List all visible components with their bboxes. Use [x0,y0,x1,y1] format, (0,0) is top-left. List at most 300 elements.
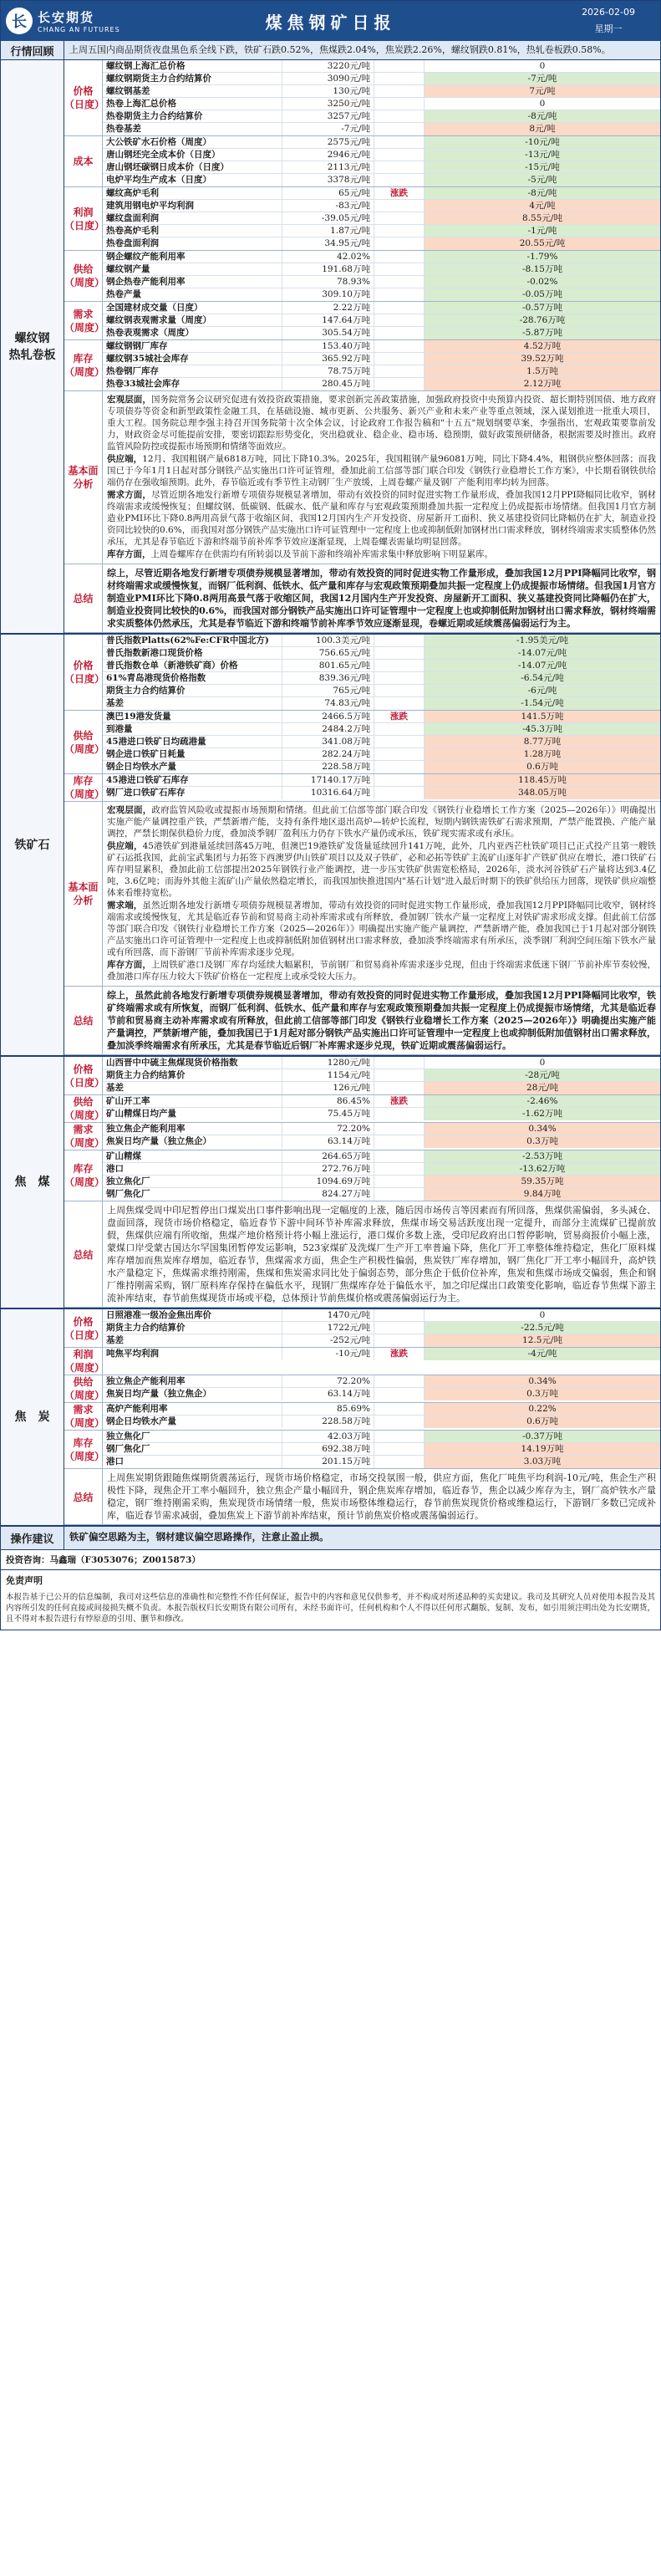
indicator-change: 4.52万吨 [425,340,660,352]
trend-label [374,748,425,760]
indicator-change: -45.3万吨 [425,723,660,735]
indicator-rows [103,774,660,801]
indicator-value: 801.65元/吨 [282,660,374,671]
report-date-box [582,4,635,38]
indicator-name: 唐山钢坯完全成本价（日度） [103,149,282,161]
trend-label [374,1069,425,1081]
indicator-rows [103,187,660,250]
analysis-paragraph: 宏观层面，国务院常务会议研究促进有效投资政策措施，要求创新完善政策措施，加强政府投资中央预算内投资、超长期特别国债、地方政府专项债券等资金和新型政策性金融工具，在基础设施、城市更新、公共服务、新兴产业和未来产业等重点领域，深入谋划推进一批重大项目，重大工程。国务院总理李强主持召开国务院第十次全体会议，讨论政府工作报告稿和"十五五"规划纲要草案，李强指出，宏观政策要靠前发力，财政资金尽可能提前安排，要密切跟踪形势变化，突出稳就业、稳企业、稳市场、稳预期，做好政策预研储备，根据需要及时推出。政府监管风险防控或提振市场预期和情绪等面效应。 [107,395,657,451]
table-row [103,1443,660,1456]
table-row [103,60,660,73]
indicator-rows [103,1309,660,1347]
indicator-group-label: 库存 （周度） [64,1431,103,1468]
indicator-value: 309.10万吨 [282,288,374,301]
indicator-name: 热卷基差 [103,123,282,135]
trend-label [374,85,425,97]
trend-label [374,60,425,72]
indicator-value: 3378元/吨 [282,174,374,186]
trend-label [374,161,425,173]
indicator-change: -5.87万吨 [425,327,660,339]
trend-label [374,110,425,122]
indicator-group [64,774,660,802]
indicator-group [64,711,660,774]
indicator-change: -28.76万吨 [425,314,660,326]
indicator-group-label: 库存 （周度） [64,340,103,390]
fundamental-analysis-text [103,802,660,986]
indicator-name: 热卷钢厂库存 [103,365,282,377]
indicator-value: 78.93% [282,276,374,288]
table-row [103,761,660,773]
indicator-name: 矿山精煤日均产量 [103,1108,282,1120]
trend-label [374,1123,425,1135]
table-row [103,110,660,123]
indicator-value: 17140.17万吨 [282,774,374,786]
table-row [103,174,660,186]
indicator-name: 螺纹钢期货主力合约结算价 [103,73,282,84]
trend-label [374,1309,425,1321]
indicator-rows [103,1348,660,1375]
indicator-name: 期货主力合约结算价 [103,1322,282,1334]
indicator-name: 山西晋中中硫主焦煤现货价格指数 [103,1057,282,1069]
table-row [103,353,660,365]
analyst-info: 投资咨询：马鑫瑞（F3053076；Z0015873） [1,1550,660,1570]
table-row [103,161,660,174]
indicator-value: 272.76万吨 [282,1163,374,1175]
indicator-change: -0.57万吨 [425,302,660,314]
indicator-name: 大公铁矿水石价格（周度） [103,136,282,148]
indicator-change: 0 [425,98,660,110]
table-row [103,1431,660,1443]
summary [64,987,660,1055]
table-row [103,635,660,647]
indicator-name: 矿山精煤 [103,1150,282,1162]
trend-label [374,697,425,710]
summary [64,1469,660,1525]
report-title: 煤焦钢矿日报 [265,12,396,33]
trend-label [374,1108,425,1120]
indicator-rows [103,1375,660,1402]
indicator-name: 钢厂进口铁矿石库存 [103,787,282,799]
indicator-change: 39.52万吨 [425,353,660,365]
trend-label [374,1456,425,1468]
indicator-change: 141.5万吨 [425,711,660,722]
indicator-group [64,635,660,711]
table-row [103,1416,660,1428]
indicator-change: -7元/吨 [425,73,660,84]
table-row [103,365,660,378]
indicator-value: 74.83元/吨 [282,697,374,710]
table-row [103,378,660,390]
indicator-change: -0.05万吨 [425,288,660,301]
trend-label [374,314,425,326]
table-row [103,1069,660,1082]
indicator-group-label: 价格 （日度） [64,635,103,710]
trend-label [374,149,425,161]
indicator-value: 365.92万吨 [282,353,374,365]
fundamental-analysis [64,391,660,564]
indicator-change: 0.3万吨 [425,1388,660,1400]
table-row [103,136,660,149]
table-row [103,1348,660,1360]
trend-label [374,736,425,747]
trend-label [374,212,425,224]
indicator-value: 1154元/吨 [282,1069,374,1081]
summary-label: 总结 [64,564,103,632]
indicator-name: 45港进口铁矿石库存 [103,774,282,786]
trend-label: 涨跌 [374,1095,425,1107]
indicator-change: 118.45万吨 [425,774,660,786]
indicator-change: -1元/吨 [425,225,660,237]
analysis-heading: 库存方面， [107,960,151,970]
trend-label [374,1163,425,1175]
indicator-name: 钢企热卷产能利用率 [103,276,282,288]
indicator-name: 独立焦化厂 [103,1176,282,1187]
section-1 [1,635,660,1057]
trend-label [374,288,425,301]
indicator-value: 85.69% [282,1403,374,1415]
trend-label [374,302,425,314]
trend-label [374,73,425,84]
fundamental-analysis-label: 基本面 分析 [64,391,103,564]
indicator-value: 34.95元/吨 [282,237,374,250]
indicator-rows [103,1403,660,1430]
indicator-value: 2113元/吨 [282,161,374,173]
table-row [103,748,660,761]
indicator-change: 14.19万吨 [425,1443,660,1455]
trend-label [374,1176,425,1187]
indicator-group-label: 供给 （周度） [64,1096,105,1121]
indicator-name: 期货主力合约结算价 [103,1069,282,1081]
indicator-name: 钢厂焦化厂 [103,1443,282,1455]
table-row [103,1188,660,1201]
indicator-group-label: 利润 （日度） [64,187,103,250]
indicator-change: -1.95美元/吨 [425,635,660,646]
indicator-change: -8元/吨 [425,187,660,199]
indicator-change: -6.54元/吨 [425,672,660,684]
indicator-group-label: 成本 [64,136,103,186]
indicator-value: 3250元/吨 [282,98,374,110]
indicator-value: 63.14万吨 [282,1388,374,1400]
indicator-name: 矿山开工率 [103,1095,282,1107]
table-row [103,302,660,314]
indicator-group-label: 需求 （周度） [64,1124,105,1149]
report-header [1,1,660,41]
indicator-rows [103,251,660,301]
indicator-value: 78.75万吨 [282,365,374,377]
indicator-change: 1.28万吨 [425,748,660,760]
indicator-name: 普氏指数Platts(62%Fe:CFR中国北方) [103,635,282,646]
indicator-change: -1.54元/吨 [425,697,660,710]
analysis-heading: 供应端， [107,454,143,464]
indicator-change: 3.03万吨 [425,1456,660,1468]
trend-label [374,1416,425,1428]
indicator-change: 0.6万吨 [425,761,660,773]
indicator-change: 0 [425,1309,660,1321]
trend-label [374,251,425,263]
indicator-change: -1.62万吨 [425,1108,660,1120]
indicator-value: 75.45万吨 [282,1108,374,1120]
table-row [103,1334,660,1347]
operation-advice [1,1527,660,1550]
analysis-heading: 宏观层面， [107,805,152,815]
trend-label [374,1057,425,1069]
indicator-group [64,1095,660,1123]
table-row [103,723,660,736]
trend-label [374,761,425,773]
indicator-name: 港口 [103,1163,282,1175]
indicator-change: 2.12万吨 [425,378,660,390]
indicator-value: 153.40万吨 [282,340,374,352]
fundamental-analysis-text [103,391,660,564]
indicator-name: 期货主力合约结算价 [103,685,282,696]
indicator-group-label: 供给 （周度） [64,251,103,301]
indicator-change: 0.34% [425,1123,660,1135]
disclaimer-title: 免责声明 [6,1575,43,1586]
indicator-group [64,1403,660,1431]
indicator-name: 独立焦企产能利用率 [103,1123,282,1135]
table-row [103,1322,660,1334]
trend-label [374,1403,425,1415]
indicator-value: 1.87元/吨 [282,225,374,237]
indicator-group-label: 价格 （日度） [64,1057,103,1094]
trend-label [374,660,425,671]
market-review-text: 上周五国内商品期货夜盘黑色系全线下跌，铁矿石跌0.52%，焦煤跌2.04%，焦炭跌2.26%，螺纹钢跌0.81%，热轧卷板跌0.58%。 [69,44,611,55]
table-row [103,1135,660,1148]
indicator-change: 12.5元/吨 [425,1334,660,1347]
indicator-name: 热卷产量 [103,288,282,301]
table-row [103,1163,660,1176]
indicator-change: 1.5万吨 [425,365,660,377]
indicator-value: 264.65万吨 [282,1150,374,1162]
fundamental-analysis-label: 基本面 分析 [64,802,103,986]
indicator-name: 日照港准一级冶金焦出库价 [103,1309,282,1321]
indicator-rows [103,1123,660,1150]
trend-label [374,353,425,365]
indicator-value: -39.05元/吨 [282,212,374,224]
indicator-name: 普氏指数仓单（新港铁矿商）价格 [103,660,282,671]
logo-mark-icon: 长 [6,8,33,34]
trend-label [374,1375,425,1387]
table-row [103,672,660,685]
indicator-change: 4元/吨 [425,200,660,212]
table-row [103,314,660,327]
indicator-value: 3257元/吨 [282,110,374,122]
trend-label [374,1431,425,1442]
trend-label [374,365,425,377]
analysis-paragraph: 需求方面，尽管近期各地发行新增专项债券规模显著增加，带动有效投资的同时促进实物工作量形成，叠加我国12月PPI降幅同比收窄，钢材终端需求或缓慢恢复；但螺纹钢、低碳钢、低碳水、低产量和库存与宏观政策预期叠加共振一定程度上仍成提振市场情绪。但我国1月官方制造业PMI环比下降0.8两用高景气落于收缩区间，我国12月国内生产开发投资、房屋新开工面积、狭义基建投资同比降幅仍在扩大，制造业投资同比较快的0.6%，而我国对部分钢铁产品实施出口许可证管理中一定程度上也或抑制低附加钢材出口需求释放，钢材终端需求实质整体仍然承压，尤其是春节临近下游和终端节前补库季节效应逐渐显现，上周卷螺表需量均明显回落。 [107,490,657,547]
indicator-value: -252元/吨 [282,1334,374,1347]
table-row [103,1375,660,1388]
indicator-name: 螺纹高炉毛利 [103,187,282,199]
indicator-rows [103,340,660,390]
indicator-change: 0.6万吨 [425,1416,660,1428]
indicator-change: 0.34% [425,1375,660,1387]
indicator-value: 191.68万吨 [282,263,374,275]
summary [64,564,660,633]
indicator-group [64,1150,660,1201]
indicator-value: 2575元/吨 [282,136,374,148]
indicator-value: 341.08万吨 [282,736,374,747]
indicator-name: 独立焦化厂 [103,1431,282,1442]
analysis-heading: 库存方面， [107,549,151,559]
indicator-name: 螺纹钢上海汇总价格 [103,60,282,72]
indicator-change: 348.05万吨 [425,787,660,799]
indicator-change: 0.3万吨 [425,1135,660,1148]
table-row [103,288,660,301]
summary-text: 综上，尽管近期各地发行新增专项债券规模显著增加，带动有效投资的同时促进实物工作量形成，叠加我国12月PPI降幅同比收窄，钢材终端需求或缓慢恢复，而钢厂低利润、低铁水、低产量和库存与宏观政策预期叠加共振一定程度上仍成提振市场情绪。但我国1月官方制造业PMI环比下降0.8两用高景气落于收缩区间，我国12月国内生产开发投资、房屋新开工面积、狭义基建投资同比降幅仍在扩大，制造业投资同比较快的0.6%，而我国对部分钢铁产品实施出口许可证管理中一定程度上也或抑制低附加钢材出口需求释放，钢材终端需求实质整体仍然承压，尤其是春节临近下游和终端节前补库季节效应逐渐显现，卷螺近期或延续震荡偏弱运行为主。 [107,568,656,629]
indicator-change: -13元/吨 [425,149,660,161]
indicator-change: -14.07元/吨 [425,660,660,671]
indicator-name: 建筑用钢电炉平均利润 [103,200,282,212]
indicator-value: 100.3美元/吨 [282,635,374,646]
trend-label [374,723,425,735]
trend-label [374,263,425,275]
indicator-rows [103,635,660,710]
indicator-group [64,1375,660,1403]
indicator-value: 765元/吨 [282,685,374,696]
trend-label [374,327,425,339]
table-row [103,1108,660,1120]
indicator-value: 1470元/吨 [282,1309,374,1321]
section-label: 焦 炭 [1,1309,64,1525]
trend-label [374,1188,425,1201]
indicator-group [64,1057,660,1095]
indicator-name: 热卷上海汇总价格 [103,98,282,110]
section-body [64,1309,660,1525]
trend-label [374,98,425,110]
summary-label: 总结 [64,987,103,1054]
table-row [103,225,660,237]
indicator-group [64,60,660,136]
indicator-rows [103,60,660,135]
indicator-group [64,340,660,391]
indicator-name: 螺纹钢钢厂库存 [103,340,282,352]
indicator-value: 692.38万吨 [282,1443,374,1455]
summary-label: 总结 [64,1469,103,1524]
indicator-value: 2484.2万吨 [282,723,374,735]
indicator-value: 3220元/吨 [282,60,374,72]
indicator-change: -10元/吨 [425,136,660,148]
indicator-rows [103,1095,660,1122]
trend-label [374,685,425,696]
analysis-paragraph: 供应端，45港铁矿到港量延续回落45万吨，但澳巴19港铁矿发货量延续回升141万吨，此外，几内亚西芒杜铁矿项目已正式投产且第一艘铁矿石运抵我国，此前宝武集团与力拓签下西澳罗伊山铁矿项目以及双子铁矿，必和必拓等铁矿主流矿山逐年扩产铁矿供应在增长，港口铁矿石库存明显累积，叠加此前工信部提出2025年钢铁行业产能调控，进一步压实铁矿供需宽松格局，2026年，淡水河谷铁矿石产量将达到3.4亿吨，3.6亿吨；而海外其他主流矿山产量依然稳定增长，而我国加快推进国内"基石计划"进入最后时期下的铁矿供给压力回落，现铁矿供应端整体来看维持宽松。 [107,841,657,898]
indicator-group-label: 利润 （周度） [64,1349,105,1374]
indicator-value: -10元/吨 [282,1348,374,1360]
indicator-name: 独立焦企产能利用率 [103,1375,282,1387]
trend-label [374,1388,425,1400]
analysis-paragraph: 库存方面，上周卷螺库存在供需均有所转弱以及节前下游和终端补库需求集中释放影响下明显累库。 [107,549,493,559]
trend-label: 涨跌 [374,187,425,199]
market-review-label: 行情回顾 [1,41,64,59]
indicator-name: 高炉产能利用率 [103,1403,282,1415]
indicator-name: 螺纹盘面利润 [103,212,282,224]
table-row [103,73,660,85]
indicator-change: 0.22% [425,1403,660,1415]
indicator-change: 20.55元/吨 [425,237,660,250]
table-row [103,1082,660,1094]
indicator-name: 螺纹钢产量 [103,263,282,275]
indicator-value: 2466.5万吨 [282,711,374,722]
indicator-value: 2946元/吨 [282,149,374,161]
trend-label [374,237,425,250]
indicator-group [64,302,660,340]
company-logo [1,8,168,34]
indicator-value: 72.20% [282,1123,374,1135]
analysis-paragraph: 供应端，12月、我国粗钢产量6818万吨，同比下降10.3%。2025年，我国粗钢产量96081万吨，同比下降4.4%，粗钢供应整体回落；而我国已于今年1月1日起对部分钢铁产品实施出口许可证管理，叠加此前工信部等部门联合印发《钢铁行业稳增长工作方案》，中长期看钢铁供给端仍存在强收缩预期。此外，春节临近或有季节性主动钢厂生产放缓，上周卷螺产量及钢厂产能利用率均转为回落。 [107,454,656,487]
trend-label [374,1135,425,1148]
indicator-change: -8.15万吨 [425,263,660,275]
table-row [103,1309,660,1322]
indicator-value: 1280元/吨 [282,1057,374,1069]
indicator-change: -0.37万吨 [425,1431,660,1442]
indicator-value: 839.36元/吨 [282,672,374,684]
section-0 [1,60,660,635]
trend-label [374,1150,425,1162]
indicator-value: 42.03万吨 [282,1431,374,1442]
indicator-value: 756.65元/吨 [282,647,374,659]
indicator-change: 8.55元/吨 [425,212,660,224]
commodity-sections [1,60,660,1527]
indicator-rows [103,711,660,773]
indicator-value: 282.24万吨 [282,748,374,760]
indicator-change: -22.5元/吨 [425,1322,660,1334]
indicator-name: 热卷盘面利润 [103,237,282,250]
indicator-value: -7元/吨 [282,123,374,135]
section-body [64,635,660,1055]
table-row [103,685,660,697]
indicator-name: 基差 [103,697,282,710]
analysis-heading: 供应端， [107,841,143,851]
trend-label [374,672,425,684]
section-label: 焦 煤 [1,1057,64,1308]
summary-text: 综上，虽然此前各地发行新增专项债券规模显著增加，带动有效投资的同时促进实物工作量形成，叠加我国12月PPI降幅同比收窄，铁矿终端需求或有所恢复，而钢厂低利润、低铁水、低产量和库存与宏观政策预期叠加共振一定程度上仍成提振市场情绪，尤其是临近春节前和贸易商主动补库需求或有所释放，但此前工信部等部门印发《钢铁行业稳增长工作方案（2025—2026年）》明确提出实施产能产量调控，严禁新增产能，叠加我国已于1月起对部分钢铁产品实施出口许可证管理中一定程度上也或抑制低附加值钢材出口需求释放，叠加淡季终端需求有所承压，尤其是春节临近后钢厂补库需求逐步兑现，铁矿近期或震荡偏弱运行。 [107,990,656,1051]
table-row [103,1095,660,1108]
indicator-name: 基差 [103,1334,282,1347]
indicator-value: 86.45% [282,1095,374,1107]
disclaimer-text: 本报告基于已公开的信息编制，我司对这些信息的准确性和完整性不作任何保证，报告中的内容和意见仅供参考，并不构成对所述品种的买卖建议。我司及其研究人员对使用本报告及其内容所引发的任何直接或间接损失概不负责。本报告版权归长安期货有限公司所有，未经书面许可，任何机构和个人不得以任何形式翻版、复制、发布，如引用须注明出处为长安期货，且不得对本报告进行有悖原意的引用、删节和修改。 [6,1593,655,1624]
indicator-name: 热卷高炉毛利 [103,225,282,237]
table-row [103,647,660,660]
summary-text: 上周焦炭期货跟随焦煤期货震荡运行，现货市场价格稳定，市场交投氛围一般，供应方面，焦化厂吨焦平均利润-10元/吨，焦企生产积极性下降，现焦企开工率小幅回升，独立焦企产量小幅回升，钢企焦炭库存增加，临近春节，焦企以减少库存为主，钢厂高炉铁水产量稳定，钢厂维持刚需采购，焦炭现货市场情绪一般，焦炭市场整体维稳运行，春节前焦炭现货价格或维稳运行，下游钢厂多数已完成补库，临近春节需求减弱，叠加焦炭上下游节前补库结束，预计节前焦炭价格或震荡偏弱运行。 [107,1472,656,1521]
table-row [103,787,660,799]
indicator-name: 全国建材成交量（日度） [103,302,282,314]
indicator-group-label: 价格 （日度） [64,1309,103,1347]
trend-label [374,136,425,148]
summary-text: 上周焦煤受周中印尼暂停出口煤炭出口事件影响出现一定幅度的上涨，随后因市场传言等因素而有所回落，焦煤供需偏弱，多头减仓、盘面回落，现货市场价格稳定，临近春节下游中间环节补库需求释放，焦煤市场交易活跃度出现一定提升，而部分主流煤矿已提前放假，焦煤供应端有所收缩，焦煤产地价格预计将小幅上涨运行，港口煤价多数上涨，受印尼政府出口暂停影响，贸易商报价小幅上涨，蒙煤口岸受蒙古国达尔罕国集团暂停发运影响，523家煤矿及洗煤厂生产开工率普遍下降，焦化厂开工率整体维持稳定，焦化厂原料煤库存增加而焦炭库存增加，临近春节，焦煤需求方面，焦企生产积极性偏弱，焦炭铁厂库存增加，钢厂焦化厂开工率小幅回升，高炉铁水产量稳定下，焦煤需求维持刚需，焦煤和焦炭需求同比处于偏弱态势，部分焦企于低价位补库，焦炭和焦煤市场成交偏弱，焦企和钢厂维持刚需采购，钢厂原料库存保持在偏低水平，现钢厂焦煤库存处于偏低水平，加之印尼煤出口政策变化影响，临近春节焦煤下游主流补库结束，春节前焦煤现货市场或平稳，总体预计节前焦煤价格或震荡偏弱运行为主。 [107,1205,656,1303]
table-row [103,1403,660,1416]
indicator-change: -15元/吨 [425,161,660,173]
trend-label [374,787,425,799]
indicator-rows [103,1431,660,1468]
analysis-paragraph: 库存方面，上周铁矿港口及钢厂库存均延续大幅累积，节前钢厂和贸易商补库需求逐步兑现，但由于终端需求低迷下钢厂节前补库节奏较慢，叠加港口库存压力较大下铁矿价格在一定程度上或承受较大压力。 [107,960,657,982]
indicator-group-label: 需求 （周度） [64,302,103,339]
trend-label [374,378,425,390]
trend-label [374,774,425,786]
indicator-name: 45港进口铁矿日均疏港量 [103,736,282,747]
indicator-group-label: 需求 （周度） [64,1404,105,1429]
fundamental-analysis [64,802,660,987]
indicator-name: 热卷表观需求（周度） [103,327,282,339]
indicator-group-label: 价格 （日度） [64,60,103,135]
indicator-name: 普氏指数新港口现货价格 [103,647,282,659]
indicator-value: 824.27万吨 [282,1188,374,1201]
indicator-change: 9.84万吨 [425,1188,660,1201]
indicator-group-label: 供给 （周度） [64,1376,105,1401]
indicator-change: 28元/吨 [425,1082,660,1094]
trend-label [374,647,425,659]
table-row [103,1150,660,1163]
indicator-change: -0.02% [425,276,660,288]
